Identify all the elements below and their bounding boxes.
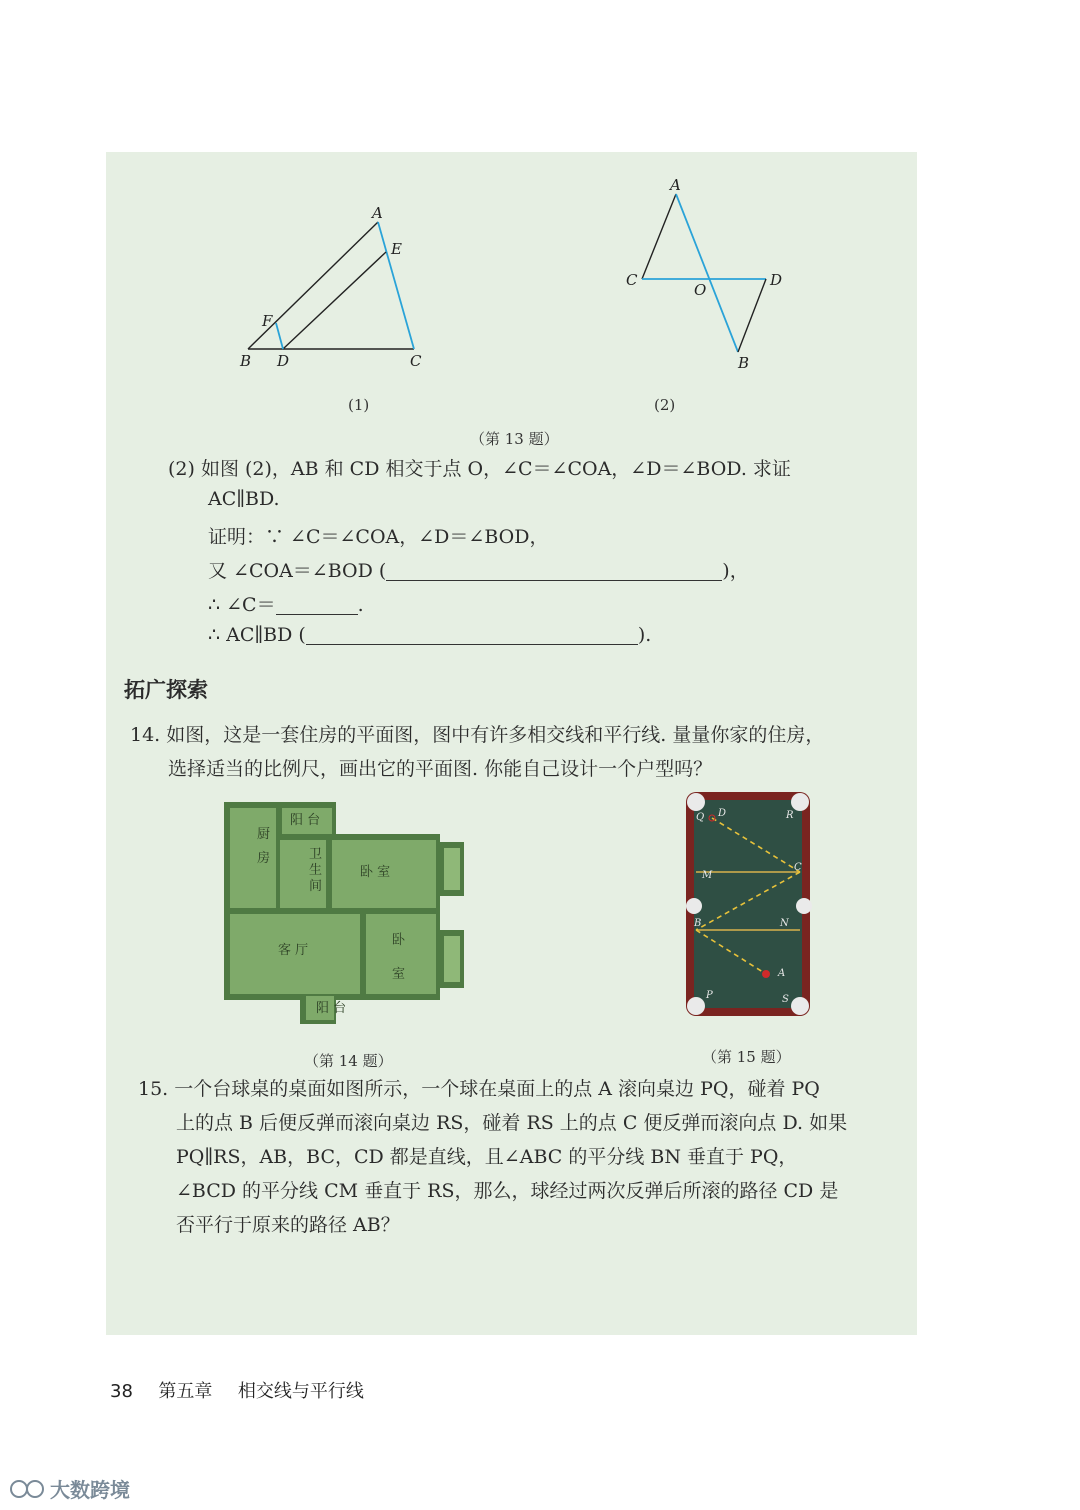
watermark-logo-icon [8, 1476, 50, 1502]
chapter-title: 相交线与平行线 [237, 1381, 364, 1402]
proof-line2 [208, 556, 749, 583]
room-balcony-bottom: 阳 台 [316, 1001, 347, 1016]
figure-13-2 [620, 172, 800, 377]
line-df [276, 323, 283, 349]
section-title: 拓广探索 [124, 678, 208, 702]
room-bath-1: 卫 [309, 847, 323, 862]
p15-line3: PQ∥RS，AB，BC，CD 都是直线，且∠ABC 的平分线 BN 垂直于 PQ， [176, 1146, 798, 1168]
line-ab2 [676, 194, 738, 352]
table-label-d: D [718, 808, 727, 819]
figure-14-caption: （第 14 题） [304, 1052, 393, 1070]
p13-part2-line2: AC∥BD. [208, 488, 280, 510]
room-living: 客 厅 [278, 943, 309, 958]
figure-13-1-caption: (1) [348, 396, 370, 414]
figure-13-2-caption: (2) [654, 396, 676, 414]
label-d: D [277, 352, 290, 370]
page-footer [110, 1377, 364, 1403]
proof-line4-prefix: ∴ AC∥BD ( [208, 624, 306, 646]
label-c2: C [626, 271, 638, 289]
label-e: E [391, 240, 402, 258]
p14-line2: 选择适当的比例尺，画出它的平面图. 你能自己设计一个户型吗？ [168, 758, 713, 780]
label-a2: A [670, 176, 681, 194]
answer-blank-3[interactable] [306, 626, 638, 645]
watermark [8, 1474, 130, 1503]
room-bedroom-2a: 卧 [392, 933, 406, 948]
room-kitchen-2: 房 [257, 851, 271, 866]
p14-line1: 14. 如图，这是一套住房的平面图，图中有许多相交线和平行线. 量量你家的住房， [130, 724, 825, 746]
figure-13-caption: （第 13 题） [470, 430, 559, 448]
proof-line1: 证明：∵ ∠C＝∠COA，∠D＝∠BOD， [208, 526, 549, 548]
room-balcony-top: 阳 台 [290, 813, 321, 828]
proof-line3-prefix: ∴ ∠C＝ [208, 594, 276, 616]
proof-line4-suffix: ). [637, 624, 652, 646]
proof-line2-prefix: 又 ∠COA＝∠BOD ( [208, 560, 387, 582]
billiard-table [682, 788, 814, 1020]
label-d2: D [770, 271, 783, 289]
figure-15-caption: （第 15 题） [702, 1048, 791, 1066]
label-f: F [262, 312, 273, 330]
label-a: A [372, 204, 383, 222]
line-db2 [738, 279, 766, 352]
label-c: C [410, 352, 422, 370]
proof-line2-suffix: )， [722, 560, 749, 582]
room-bedroom-1: 卧 室 [360, 865, 391, 880]
watermark-text: 大数跨境 [50, 1478, 130, 1502]
room-bath-3: 间 [309, 879, 323, 894]
p15-line1: 15. 一个台球桌的桌面如图所示，一个球在桌面上的点 A 滚向桌边 PQ，碰着 PQ [138, 1078, 820, 1100]
room-kitchen-1: 厨 [257, 827, 271, 842]
table-label-m: M [702, 870, 713, 881]
figure-13-1 [230, 200, 440, 375]
label-b2: B [738, 354, 750, 372]
answer-blank-1[interactable] [386, 562, 722, 581]
table-label-n: N [780, 918, 789, 929]
table-label-a: A [778, 968, 786, 979]
p13-part2-line1: (2) 如图 (2)，AB 和 CD 相交于点 O，∠C＝∠COA，∠D＝∠BOD. 求证 [168, 458, 791, 480]
p15-line4: ∠BCD 的平分线 CM 垂直于 RS，那么，球经过两次反弹后所滚的路径 CD 是 [176, 1180, 839, 1202]
table-label-c: C [794, 862, 802, 873]
page-number: 38 [110, 1381, 133, 1402]
room-bath-2: 生 [309, 863, 323, 878]
answer-blank-2[interactable] [276, 596, 358, 615]
table-label-p: P [706, 990, 713, 1001]
table-label-s: S [782, 994, 789, 1005]
chapter-number: 第五章 [158, 1381, 213, 1402]
p15-line5: 否平行于原来的路径 AB？ [176, 1214, 400, 1236]
p15-line2: 上的点 B 后便反弹而滚向桌边 RS，碰着 RS 上的点 C 便反弹而滚向点 D. 如果 [176, 1112, 848, 1134]
label-o2: O [694, 281, 707, 299]
line-ac2 [642, 194, 676, 279]
table-label-r: R [786, 810, 794, 821]
table-label-q: Q [696, 812, 705, 823]
room-bedroom-2b: 室 [392, 967, 406, 982]
proof-line4 [208, 624, 651, 646]
label-b: B [240, 352, 252, 370]
proof-line3-suffix: . [357, 594, 364, 616]
table-label-b: B [694, 918, 702, 929]
proof-line3 [208, 590, 364, 617]
floor-plan [222, 800, 472, 1030]
